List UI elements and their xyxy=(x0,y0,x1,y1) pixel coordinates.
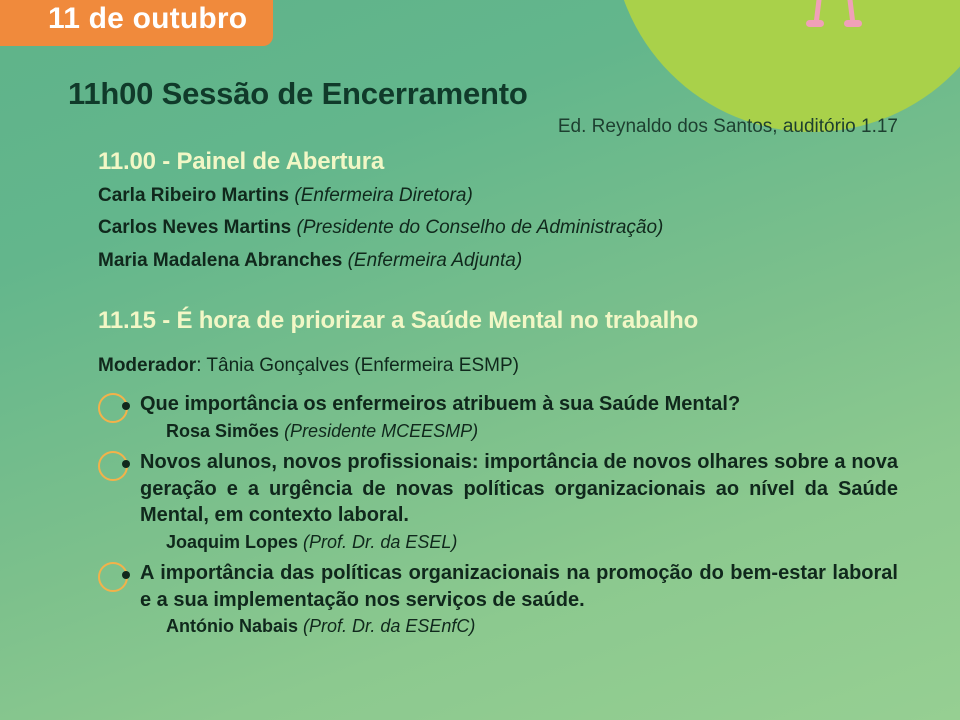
brain-left-foot xyxy=(806,20,824,27)
bullet-dot-icon xyxy=(122,402,130,410)
session-venue: Ed. Reynaldo dos Santos, auditório 1.17 xyxy=(557,116,898,137)
brain-right-foot xyxy=(844,20,862,27)
speaker-role: (Prof. Dr. da ESEL) xyxy=(303,531,458,552)
moderator-label: Moderador xyxy=(98,354,197,376)
list-item xyxy=(104,391,898,443)
panel-person xyxy=(0,184,960,208)
person-name: Carlos Neves Martins xyxy=(98,217,292,239)
moderator-line xyxy=(0,355,960,377)
person-name: Maria Madalena Abranches xyxy=(98,249,343,271)
brain-reading-illustration xyxy=(744,0,944,46)
speaker-name: António Nabais xyxy=(166,616,299,637)
panel-person xyxy=(0,249,960,273)
bullet-dot-icon xyxy=(122,460,130,468)
topic-text: Novos alunos, novos profissionais: importância de novos olhares sobre a nova geração e a urgência de novas políticas organizacionais ao nível da Saúde Mental, em contexto laboral. xyxy=(140,450,898,527)
topic-speaker xyxy=(104,615,898,638)
topic-speaker xyxy=(104,420,898,443)
topics-list xyxy=(0,391,960,639)
panel-title-opening: 11.00 - Painel de Abertura xyxy=(98,148,385,175)
person-role: (Enfermeira Adjunta) xyxy=(347,249,523,271)
program-content xyxy=(0,62,960,645)
moderator-value: : Tânia Gonçalves (Enfermeira ESMP) xyxy=(196,354,519,376)
date-banner: 11 de outubro xyxy=(0,0,273,46)
panel-person xyxy=(0,216,960,240)
topic-text: Que importância os enfermeiros atribuem à sua Saúde Mental? xyxy=(140,392,741,415)
topic-text: A importância das políticas organizacionais na promoção do bem-estar laboral e a sua implementação nos serviços de saúde. xyxy=(140,562,898,611)
person-role: (Presidente do Conselho de Administração) xyxy=(296,217,664,239)
panel-title-mental-health: 11.15 - É hora de priorizar a Saúde Mental no trabalho xyxy=(98,306,699,334)
session-title: 11h00 Sessão de Encerramento xyxy=(68,76,528,111)
speaker-role: (Prof. Dr. da ESEnfC) xyxy=(303,616,476,637)
speaker-role: (Presidente MCEESMP) xyxy=(284,420,479,441)
person-role: (Enfermeira Diretora) xyxy=(294,185,473,206)
list-item xyxy=(104,560,898,639)
speaker-name: Rosa Simões xyxy=(166,420,280,441)
list-item xyxy=(104,449,898,554)
topic-speaker xyxy=(104,531,898,554)
person-name: Carla Ribeiro Martins xyxy=(98,185,290,206)
speaker-name: Joaquim Lopes xyxy=(166,531,299,552)
